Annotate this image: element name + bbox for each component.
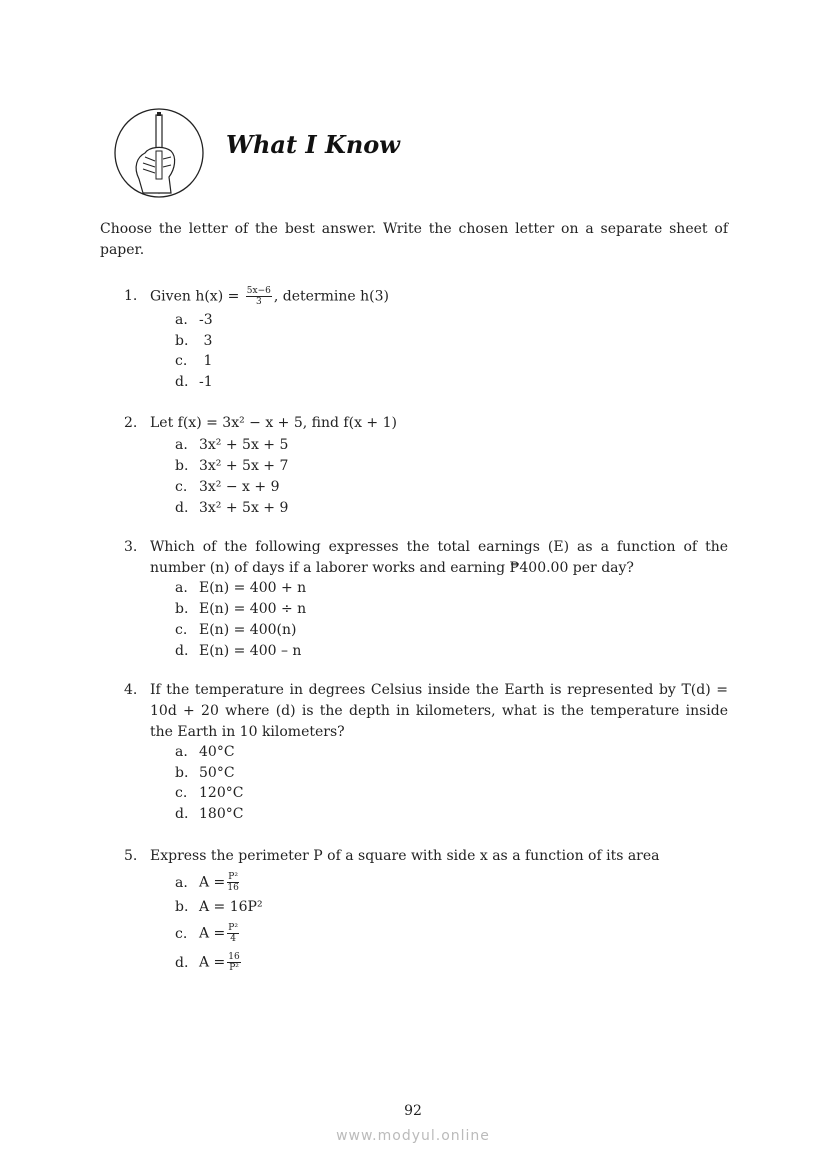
- option-text: 3x² + 5x + 7: [199, 458, 289, 474]
- option-letter: d.: [175, 806, 189, 822]
- option-text: E(n) = 400 ÷ n: [199, 601, 307, 617]
- denominator: 3: [255, 297, 262, 307]
- option-c: [175, 783, 243, 803]
- section-title: What I Know: [226, 130, 400, 159]
- option-text: 3x² + 5x + 9: [199, 500, 289, 516]
- option-letter: c.: [175, 353, 188, 369]
- option-text: 120°C: [199, 785, 244, 801]
- question-number: 2.: [124, 415, 138, 431]
- option-letter: b.: [175, 333, 189, 349]
- option-letter: c.: [175, 925, 188, 942]
- option-prefix: A =: [199, 874, 226, 891]
- option-d: [175, 498, 288, 518]
- option-a: [175, 578, 306, 598]
- option-d: [175, 641, 301, 661]
- option-letter: d.: [175, 954, 189, 971]
- option-text: 3: [199, 333, 213, 349]
- option-letter: b.: [175, 899, 189, 915]
- denominator: P²: [229, 963, 239, 973]
- question-text: If the temperature in degrees Celsius inside the Earth is represented by T(d) = 10d + 20 where (d) is the depth in kilometers, what is the temperature inside the Earth in 10 kilometers?: [150, 682, 728, 740]
- option-text: 50°C: [199, 765, 235, 781]
- option-prefix: A =: [199, 954, 226, 971]
- option-text: E(n) = 400 + n: [199, 580, 307, 596]
- denominator: 4: [230, 934, 236, 944]
- option-letter: b.: [175, 458, 189, 474]
- option-d: [175, 804, 243, 824]
- option-a: [175, 872, 241, 893]
- option-c: [175, 477, 279, 497]
- fraction: [227, 952, 240, 973]
- option-text: 3x² + 5x + 5: [199, 437, 289, 453]
- option-text: E(n) = 400(n): [199, 622, 297, 638]
- page-number: 92: [404, 1103, 422, 1119]
- option-letter: c.: [175, 622, 188, 638]
- option-letter: a.: [175, 437, 188, 453]
- option-prefix: A =: [199, 925, 226, 942]
- option-letter: d.: [175, 374, 189, 390]
- fraction: [246, 286, 272, 307]
- option-text: 180°C: [199, 806, 244, 822]
- question-text: Let f(x) = 3x² − x + 5, find f(x + 1): [150, 415, 397, 431]
- option-a: [175, 742, 235, 762]
- option-text: -1: [199, 374, 213, 390]
- option-a: [175, 435, 288, 455]
- watermark: www.modyul.online: [336, 1128, 490, 1144]
- numerator: P²: [228, 923, 238, 933]
- option-letter: d.: [175, 643, 189, 659]
- question-prefix: Given h(x) =: [150, 288, 244, 305]
- option-b: [175, 456, 288, 476]
- option-letter: b.: [175, 601, 189, 617]
- denominator: 16: [227, 883, 239, 893]
- option-c: [175, 351, 212, 371]
- option-letter: a.: [175, 312, 188, 328]
- question-number: 3.: [124, 539, 138, 555]
- option-d: [175, 952, 243, 973]
- option-letter: c.: [175, 479, 188, 495]
- option-text: E(n) = 400 – n: [199, 643, 302, 659]
- option-letter: a.: [175, 580, 188, 596]
- fraction: [227, 923, 239, 944]
- option-letter: d.: [175, 500, 189, 516]
- option-letter: b.: [175, 765, 189, 781]
- option-b: [175, 599, 306, 619]
- option-letter: a.: [175, 874, 188, 891]
- question-number: 1.: [124, 288, 138, 304]
- numerator: 16: [228, 952, 240, 962]
- option-letter: c.: [175, 785, 188, 801]
- option-letter: a.: [175, 744, 188, 760]
- hand-holding-pencil-icon: [113, 107, 205, 203]
- option-b: [175, 763, 235, 783]
- instructions: Choose the letter of the best answer. Write the chosen letter on a separate sheet of paper.: [100, 221, 728, 258]
- numerator: P²: [228, 872, 238, 882]
- option-text: 3x² − x + 9: [199, 479, 280, 495]
- question-text: [150, 286, 389, 307]
- option-c: [175, 923, 241, 944]
- option-c: [175, 620, 296, 640]
- option-d: [175, 372, 213, 392]
- question-number: 5.: [124, 848, 138, 864]
- option-b: [175, 331, 212, 351]
- option-text: 40°C: [199, 744, 235, 760]
- option-text: 1: [199, 353, 213, 369]
- question-text: Which of the following expresses the total earnings (E) as a function of the number (n) of days if a laborer works and earning ₱400.00 per day?: [150, 539, 728, 576]
- question-suffix: , determine h(3): [273, 288, 389, 305]
- option-b: [175, 897, 263, 917]
- fraction: [227, 872, 239, 893]
- option-text: A = 16P²: [199, 899, 263, 915]
- question-number: 4.: [124, 682, 138, 698]
- question-text: Express the perimeter P of a square with side x as a function of its area: [150, 848, 660, 864]
- option-a: [175, 310, 213, 330]
- option-text: -3: [199, 312, 213, 328]
- numerator: 5x−6: [246, 286, 271, 296]
